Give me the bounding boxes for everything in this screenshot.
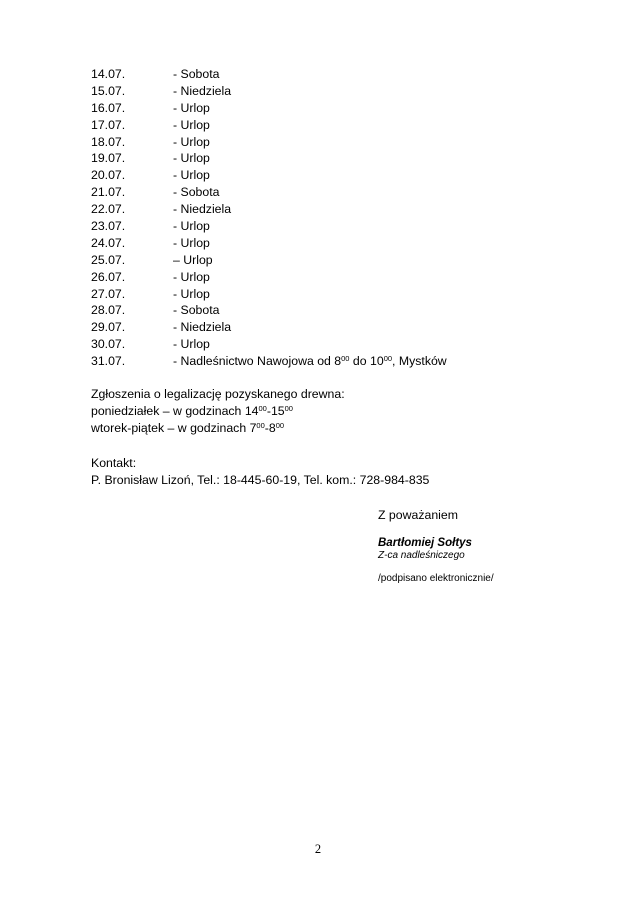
schedule-date: 17.07. xyxy=(91,117,126,132)
legalization-tue-fri-hours xyxy=(91,420,571,437)
schedule-date: 28.07. xyxy=(91,303,126,318)
schedule-entry: – Urlop xyxy=(173,252,213,267)
schedule-row xyxy=(91,66,571,83)
schedule-date: 19.07. xyxy=(91,151,126,166)
schedule-date: 21.07. xyxy=(91,185,126,200)
schedule-date: 24.07. xyxy=(91,235,126,250)
schedule-entry: - Urlop xyxy=(173,100,210,115)
tue-fri-hours-sup-end: 00 xyxy=(275,421,285,430)
legalization-monday-hours xyxy=(91,403,571,420)
schedule-date: 23.07. xyxy=(91,219,126,234)
schedule-date: 15.07. xyxy=(91,83,126,98)
schedule-entry: - Sobota xyxy=(173,67,220,81)
monday-hours-sup-start: 00 xyxy=(258,404,267,413)
schedule-row-last xyxy=(91,353,571,370)
schedule-date: 20.07. xyxy=(91,168,126,183)
schedule-row xyxy=(91,319,571,336)
schedule-date: 22.07. xyxy=(91,202,126,217)
schedule-entry: - Niedziela xyxy=(173,202,232,217)
schedule-entry: - Urlop xyxy=(173,117,210,132)
tue-fri-hours-mid: -8 xyxy=(264,421,276,435)
signatory-name: Bartłomiej Sołtys xyxy=(378,537,472,549)
schedule-entry: - Urlop xyxy=(173,286,210,301)
legalization-heading: Zgłoszenia o legalizację pozyskanego drewna: xyxy=(91,387,345,401)
schedule-entry-office-hours xyxy=(173,353,447,370)
electronic-signature-note: /podpisano elektronicznie/ xyxy=(378,573,494,584)
schedule-row xyxy=(91,336,571,353)
contact-details: P. Bronisław Lizoń, Tel.: 18-445-60-19, Tel. kom.: 728-984-835 xyxy=(91,473,430,487)
schedule-row xyxy=(91,150,571,167)
schedule-date: 18.07. xyxy=(91,134,126,149)
schedule-date: 30.07. xyxy=(91,337,126,352)
office-hours-suffix: , Mystków xyxy=(392,354,447,369)
signatory-role: Z-ca nadleśniczego xyxy=(378,550,465,561)
office-hours-from-minutes: 00 xyxy=(341,354,350,364)
contact-heading: Kontakt: xyxy=(91,456,137,470)
schedule-date: 31.07. xyxy=(91,354,126,369)
schedule-entry: - Urlop xyxy=(173,269,210,284)
office-hours-prefix: - Nadleśnictwo Nawojowa od 8 xyxy=(173,354,342,369)
schedule-entry: - Urlop xyxy=(173,219,210,234)
schedule-row xyxy=(91,167,571,184)
schedule-row xyxy=(91,235,571,252)
schedule-date: 29.07. xyxy=(91,320,126,335)
schedule-date: 27.07. xyxy=(91,286,126,301)
schedule-row xyxy=(91,100,571,117)
schedule-entry: - Niedziela xyxy=(173,83,232,98)
schedule-entry: - Urlop xyxy=(173,168,210,183)
schedule-entry: - Sobota xyxy=(173,303,220,318)
monday-hours-mid: -15 xyxy=(266,404,285,418)
signature-greeting: Z poważaniem xyxy=(378,508,458,522)
schedule-row xyxy=(91,269,571,286)
schedule-row xyxy=(91,252,571,269)
schedule-date: 14.07. xyxy=(91,67,126,81)
schedule-date: 25.07. xyxy=(91,252,126,267)
contact-section xyxy=(91,455,571,489)
schedule-entry: - Urlop xyxy=(173,235,210,250)
schedule-row xyxy=(91,134,571,151)
schedule-row xyxy=(91,117,571,134)
schedule-list xyxy=(91,66,571,370)
schedule-entry: - Urlop xyxy=(173,337,210,352)
office-hours-to-minutes: 00 xyxy=(383,354,393,364)
schedule-row xyxy=(91,184,571,201)
schedule-row xyxy=(91,201,571,218)
monday-hours-text: poniedziałek – w godzinach 14 xyxy=(91,404,259,418)
schedule-date: 16.07. xyxy=(91,100,126,115)
schedule-date: 26.07. xyxy=(91,269,126,284)
schedule-row xyxy=(91,302,571,319)
page-number: 2 xyxy=(314,842,322,856)
signature-block xyxy=(378,507,598,585)
monday-hours-sup-end: 00 xyxy=(284,404,293,413)
schedule-entry: - Urlop xyxy=(173,134,210,149)
office-hours-middle: do 10 xyxy=(349,354,384,369)
schedule-row xyxy=(91,218,571,235)
schedule-entry: - Sobota xyxy=(173,185,220,200)
legalization-section xyxy=(91,386,571,437)
schedule-row xyxy=(91,286,571,303)
tue-fri-hours-text: wtorek-piątek – w godzinach 7 xyxy=(91,421,257,435)
schedule-row xyxy=(91,83,571,100)
schedule-entry: - Urlop xyxy=(173,151,210,166)
schedule-entry: - Niedziela xyxy=(173,320,232,335)
tue-fri-hours-sup-start: 00 xyxy=(256,421,265,430)
